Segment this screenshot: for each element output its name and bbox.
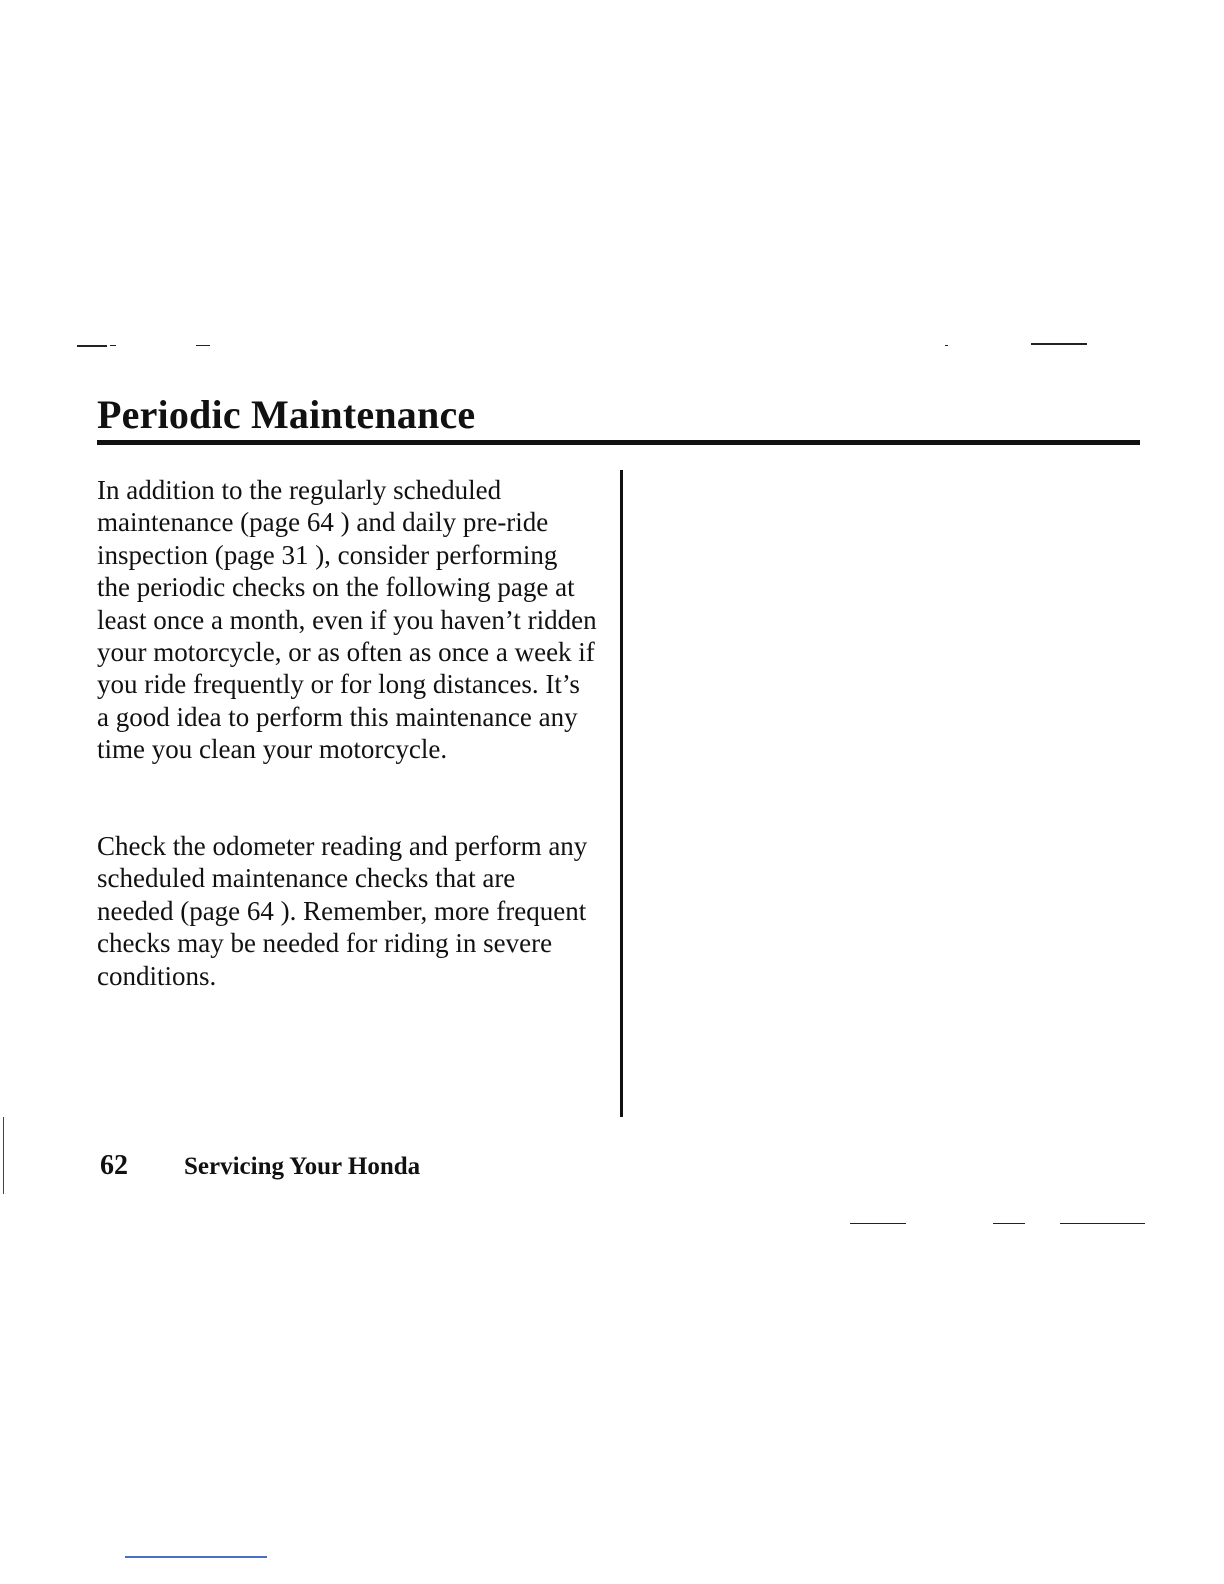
scan-edge-mark (3, 1117, 4, 1194)
odometer-paragraph: Check the odometer reading and perform any scheduled maintenance checks that are needed (page 64 ). Remember, more frequent checks may be needed for riding in severe conditions. (97, 831, 588, 991)
page-footer (100, 1150, 420, 1182)
section-name: Servicing Your Honda (184, 1153, 421, 1180)
scan-mark (77, 345, 107, 347)
scan-mark (110, 345, 116, 346)
scan-mark (945, 345, 948, 346)
scan-mark (1060, 1223, 1145, 1224)
page-number: 62 (100, 1150, 128, 1181)
scan-mark (850, 1223, 906, 1224)
scan-blue-rule (125, 1556, 267, 1558)
scan-mark (1031, 343, 1087, 345)
column-divider (620, 470, 623, 1117)
scan-mark (196, 345, 210, 346)
scan-mark (993, 1223, 1025, 1224)
page-title: Periodic Maintenance (97, 392, 476, 437)
title-rule (97, 440, 1140, 445)
intro-paragraph: In addition to the regularly scheduled maintenance (page 64 ) and daily pre-ride inspection (page 31 ), consider performing the periodic checks on the following page at least once a month, even if you haven’t ridden your motorcycle, or as often as once a week if you ride frequently or for long distances. It’s a good idea to perform this maintenance any time you clean your motorcycle. (97, 475, 597, 765)
